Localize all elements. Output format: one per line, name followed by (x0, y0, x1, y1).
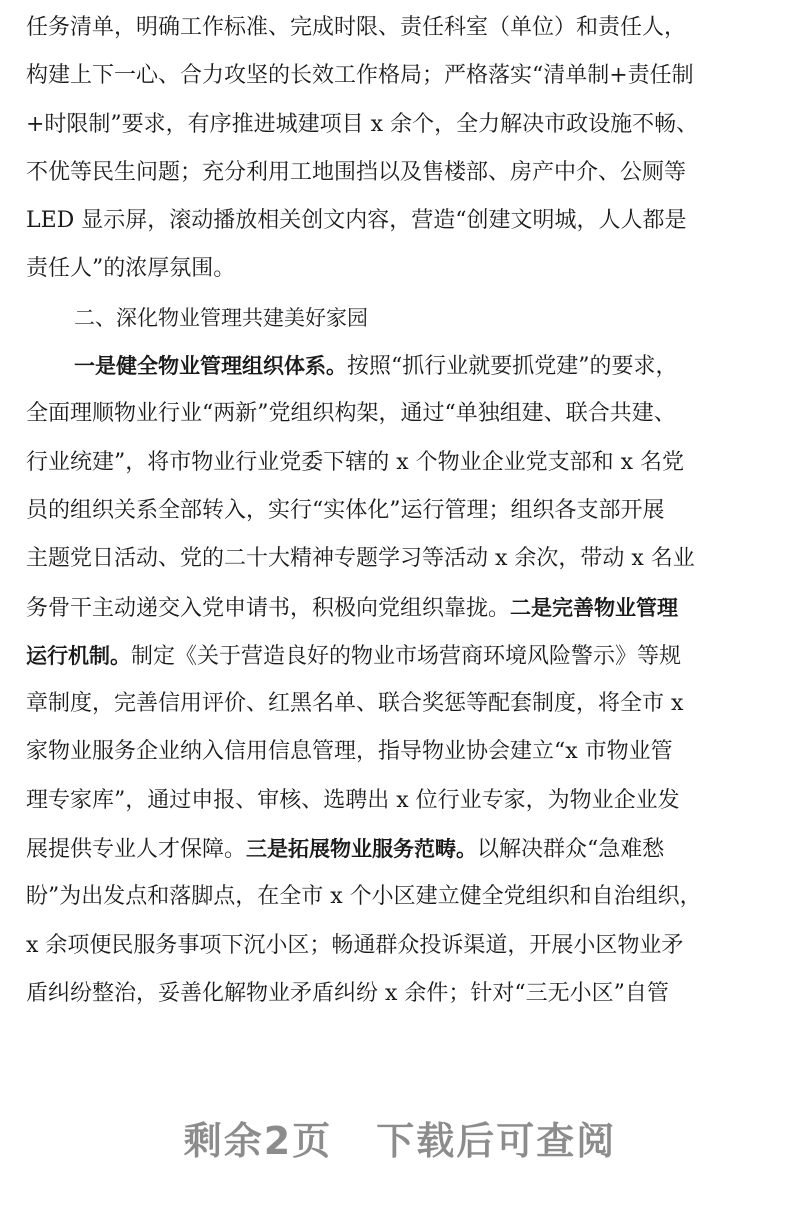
text-line: 理专家库”，通过申报、审核、选聘出 x 位行业专家，为物业企业发 (26, 787, 680, 813)
text-segment: 按照“抓行业就要抓党建”的要求， (347, 354, 678, 380)
paragraph-continued (26, 4, 776, 294)
text-line: 家物业服务企业纳入信用信息管理，指导物业协会建立“x 市物业管 (26, 739, 673, 765)
bold-lead: 三是拓展物业服务范畴。 (246, 837, 478, 862)
text-line: 行业统建”，将市物业行业党委下辖的 x 个物业企业党支部和 x 名党 (26, 449, 685, 475)
text-line: 责任人”的浓厚氛围。 (26, 256, 236, 282)
text-segment: 制定《关于营造良好的物业市场营商环境风险警示》等规 (131, 643, 682, 669)
text-line: x 余项便民服务事项下沉小区；畅通群众投诉渠道，开展小区物业矛 (26, 932, 684, 958)
download-to-read-label: 下载后可查阅 (376, 1119, 617, 1163)
bold-lead: 二是完善物业管理 (510, 595, 679, 620)
text-line: 主题党日活动、党的二十大精神专题学习等活动 x 余次，带动 x 名业 (26, 546, 695, 572)
remaining-pages-label: 剩余2页 (183, 1119, 333, 1163)
text-line: 任务清单，明确工作标准、完成时限、责任科室（单位）和责任人， (26, 15, 687, 40)
text-line (26, 584, 776, 632)
text-line (26, 825, 776, 873)
text-line: +时限制”要求，有序推进城建项目 x 余个，全力解决市政设施不畅、 (26, 111, 699, 137)
text-segment: 展提供专业人才保障。 (26, 837, 247, 863)
text-line: 盾纠纷整治，妥善化解物业矛盾纠纷 x 余件；针对“三无小区”自管 (26, 980, 669, 1006)
text-line (26, 632, 776, 680)
download-prompt[interactable] (0, 1110, 800, 1165)
text-line: 员的组织关系全部转入，实行“实体化”运行管理；组织各支部开展 (26, 497, 665, 523)
text-line (26, 342, 776, 390)
text-line: 全面理顺物业行业“两新”党组织构架，通过“单独组建、联合共建、 (26, 401, 676, 427)
bold-lead: 运行机制。 (26, 643, 131, 668)
text-line: 章制度，完善信用评价、红黑名单、联合奖惩等配套制度，将全市 x (26, 691, 684, 717)
section-heading: 二、深化物业管理共建美好家园 (74, 305, 368, 330)
text-segment: 务骨干主动递交入党申请书，积极向党组织靠拢。 (26, 595, 511, 621)
text-line: LED 显示屏，滚动播放相关创文内容，营造“创建文明城，人人都是 (26, 208, 687, 234)
paragraph-property-management (26, 342, 776, 1018)
bold-lead: 一是健全物业管理组织体系。 (74, 354, 347, 379)
document-page (26, 0, 776, 1018)
text-line: 不优等民生问题；充分利用工地围挡以及售楼部、房产中介、公厕等 (26, 159, 687, 185)
text-segment: 以解决群众“急难愁 (477, 837, 665, 863)
text-line: 构建上下一心、合力攻坚的长效工作格局；严格落实“清单制+责任制 (26, 63, 694, 89)
text-line: 盼”为出发点和落脚点，在全市 x 个小区建立健全党组织和自治组织， (26, 884, 702, 910)
